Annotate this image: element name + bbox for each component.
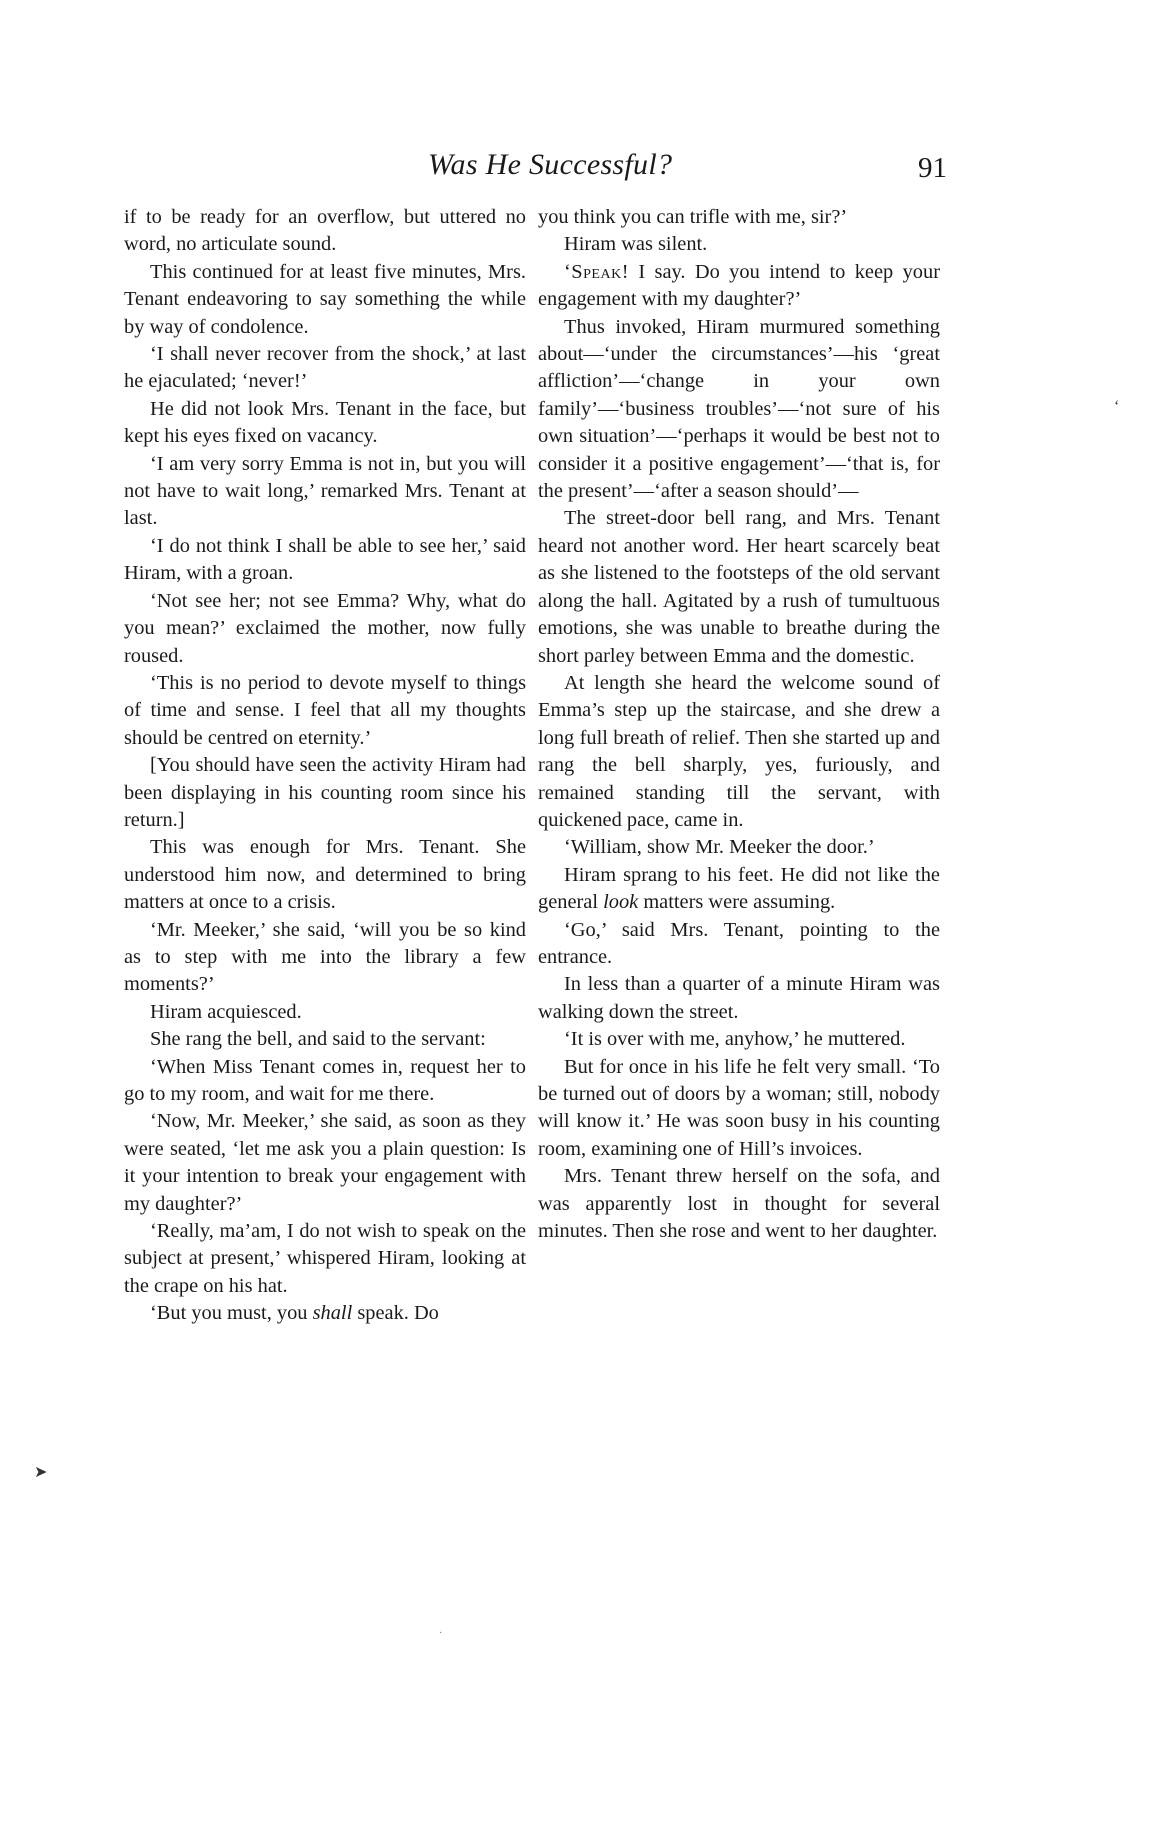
- text-run: I say. Do you intend to keep your engagement with my daughter?’: [538, 260, 940, 311]
- margin-dot: ·: [439, 1628, 443, 1639]
- paragraph: The street-door bell rang, and Mrs. Tenant heard not another word. Her heart scarcely beat as she listened to the footsteps of the old servant along the hall. Agitated by a rush of tumultuous emotions, she was unable to breathe during the short parley between Emma and the domestic.: [538, 507, 940, 667]
- paragraph: ‘Not see her; not see Emma? Why, what do you mean?’ exclaimed the mother, now fully roused.: [124, 589, 526, 667]
- paragraph: This was enough for Mrs. Tenant. She understood him now, and determined to bring matters at once to a crisis.: [124, 836, 526, 914]
- paragraph: Mrs. Tenant threw herself on the sofa, and was apparently lost in thought for several minutes. Then she rose and went to her daughter.: [538, 1165, 940, 1243]
- emphasis: shall: [312, 1302, 353, 1325]
- margin-mark: ‘: [1114, 398, 1120, 415]
- paragraph: ‘I do not think I shall be able to see her,’ said Hiram, with a groan.: [124, 534, 526, 585]
- left-column: [124, 204, 526, 1328]
- page-number: 91: [918, 152, 947, 184]
- paragraph: ‘It is over with me, anyhow,’ he muttered.: [564, 1028, 906, 1051]
- paragraph: you think you can trifle with me, sir?’: [538, 206, 848, 228]
- paragraph: [124, 1300, 526, 1327]
- paragraph: ‘I am very sorry Emma is not in, but you will not have to wait long,’ remarked Mrs. Tenant at last.: [124, 452, 526, 530]
- paragraph: Hiram was silent.: [564, 233, 708, 256]
- paragraph: He did not look Mrs. Tenant in the face, but kept his eyes fixed on vacancy.: [124, 397, 526, 448]
- paragraph: ‘Go,’ said Mrs. Tenant, pointing to the entrance.: [538, 918, 940, 968]
- paragraph: ‘Mr. Meeker,’ she said, ‘will you be so kind as to step with me into the library a few moments?’: [124, 918, 526, 996]
- paragraph: In less than a quarter of a minute Hiram was walking down the street.: [538, 973, 940, 1023]
- paragraph: ‘I shall never recover from the shock,’ at last he ejaculated; ‘never!’: [124, 343, 526, 393]
- paragraph: But for once in his life he felt very small. ‘To be turned out of doors by a woman; still, nobody will know it.’ He was soon busy in his counting room, examining one of Hill’s invoices.: [538, 1055, 940, 1160]
- paragraph: [You should have seen the activity Hiram had been displaying in his counting room since his return.]: [124, 754, 526, 831]
- margin-mark: ➤: [34, 1464, 48, 1481]
- paragraph: ‘This is no period to devote myself to things of time and sense. I feel that all my thoughts should be centred on eternity.’: [124, 671, 526, 749]
- paragraph: She rang the bell, and said to the servant:: [150, 1028, 486, 1051]
- paragraph: [538, 862, 940, 917]
- text-run: Hiram sprang to his feet. He did not like the general: [538, 863, 940, 914]
- paragraph: ‘Now, Mr. Meeker,’ she said, as soon as they were seated, ‘let me ask you a plain question: Is it your intention to break your engagement with my daughter?’: [124, 1110, 526, 1215]
- paragraph: This continued for at least five minutes, Mrs. Tenant endeavoring to say something the while by way of condolence.: [124, 260, 526, 338]
- running-header: [0, 148, 1152, 198]
- paragraph: Hiram acquiesced.: [150, 1000, 302, 1023]
- paragraph: ‘When Miss Tenant comes in, request her to go to my room, and wait for me there.: [124, 1055, 526, 1105]
- paragraph: At length she heard the welcome sound of Emma’s step up the staircase, and she drew a long full breath of relief. Then she started up and rang the bell sharply, yes, furiously, and remained standing till the servant, with quickened pace, came in.: [538, 671, 940, 831]
- paragraph: [538, 259, 940, 314]
- text-run: speak. Do: [352, 1302, 439, 1325]
- emphasis: look: [603, 891, 639, 914]
- paragraph: Thus invoked, Hiram murmured something about—‘under the circumstances’—his ‘great affliction’—‘change in your own family’—‘business troubles’—‘not sure of his own situation’—‘perhaps it would be best not to consider it a positive engagement’—‘that is, for the present’—‘after a season should’—: [538, 315, 940, 503]
- running-title: Was He Successful?: [428, 148, 673, 181]
- right-column: [538, 204, 940, 1245]
- text-run: matters were assuming.: [638, 891, 836, 914]
- text-run: ‘But you must, you: [150, 1302, 313, 1325]
- paragraph: if to be ready for an overflow, but uttered no word, no articulate sound.: [124, 206, 526, 256]
- paragraph: ‘Really, ma’am, I do not wish to speak on the subject at present,’ whispered Hiram, looking at the crape on his hat.: [124, 1220, 526, 1297]
- small-caps: ‘Speak!: [564, 260, 629, 283]
- paragraph: ‘William, show Mr. Meeker the door.’: [564, 836, 875, 859]
